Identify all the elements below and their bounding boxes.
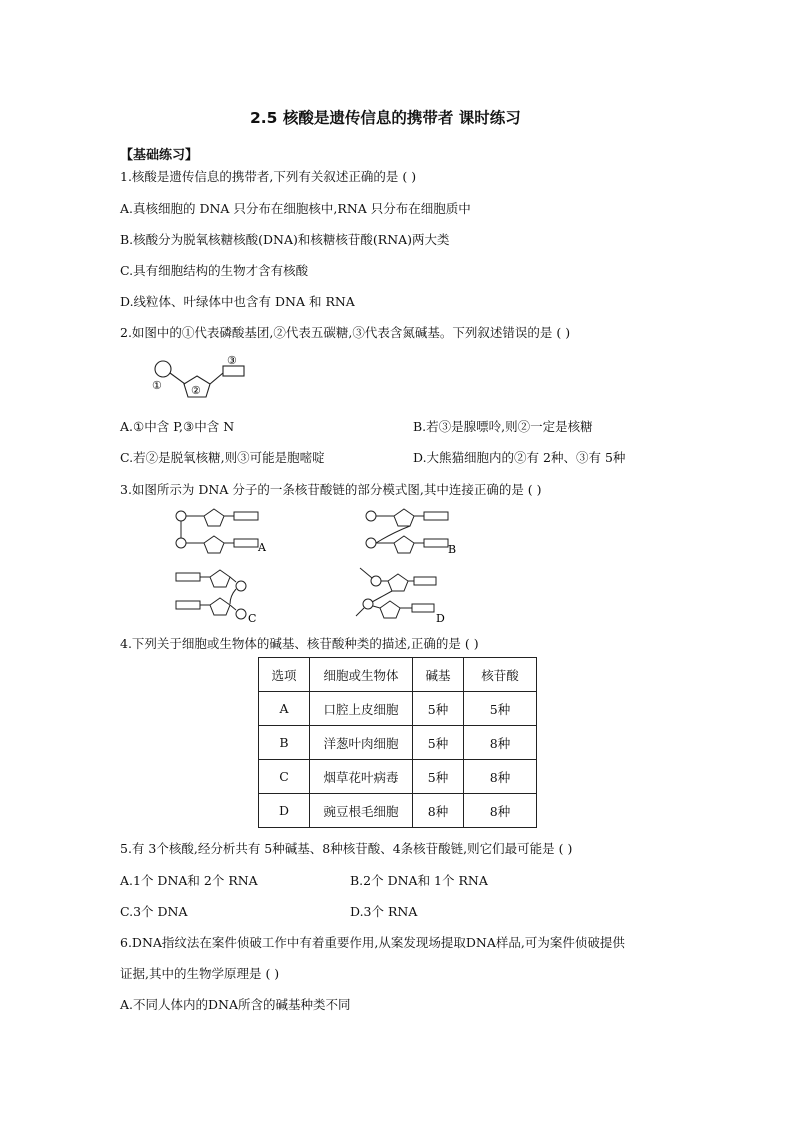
table-cell: 8种: [413, 794, 464, 828]
label-3: ③: [227, 354, 237, 367]
table-cell: 豌豆根毛细胞: [310, 794, 413, 828]
base-rectangle: [223, 366, 244, 376]
q1-stem: 1.核酸是遗传信息的携带者,下列有关叙述正确的是 ( ): [120, 169, 417, 184]
q2-stem: 2.如图中的①代表磷酸基团,②代表五碳糖,③代表含氮碱基。下列叙述错误的是 ( ): [120, 325, 571, 340]
table-header-cell: 细胞或生物体: [310, 658, 413, 692]
table-header-row: [259, 658, 537, 692]
diagram-label-d: D: [436, 612, 445, 625]
chain-diagram-a: [172, 505, 282, 555]
q2-option-a: A.①中含 P,③中含 N: [120, 419, 235, 434]
q6-stem-line1: 6.DNA指纹法在案件侦破工作中有着重要作用,从案发现场提取DNA样品,可为案件侦破提供: [120, 935, 625, 950]
q2-option-c: C.若②是脱氧核糖,则③可能是胞嘧啶: [120, 450, 325, 465]
q6-option-a: A.不同人体内的DNA所含的碱基种类不同: [120, 997, 351, 1012]
q4-table: [258, 657, 537, 828]
table-cell: 8种: [464, 760, 537, 794]
q5-option-c: C.3个 DNA: [120, 904, 188, 919]
q1-option-a: A.真核细胞的 DNA 只分布在细胞核中,RNA 只分布在细胞质中: [120, 201, 471, 216]
table-cell: C: [259, 760, 310, 794]
table-row: [259, 692, 537, 726]
label-2: ②: [191, 384, 201, 397]
q1-option-c: C.具有细胞结构的生物才含有核酸: [120, 263, 309, 278]
q6-stem-line2: 证据,其中的生物学原理是 ( ): [120, 966, 280, 981]
table-cell: 5种: [413, 760, 464, 794]
q5-stem: 5.有 3个核酸,经分析共有 5种碱基、8种核苷酸、4条核苷酸链,则它们最可能是 ( ): [120, 841, 573, 856]
table-row: [259, 794, 537, 828]
q5-option-a: A.1个 DNA和 2个 RNA: [120, 873, 258, 888]
q5-option-d: D.3个 RNA: [350, 904, 418, 919]
table-cell: 5种: [464, 692, 537, 726]
page-title: 2.5 核酸是遗传信息的携带者 课时练习: [250, 109, 521, 127]
q5-option-b: B.2个 DNA和 1个 RNA: [350, 873, 488, 888]
table-cell: 洋葱叶肉细胞: [310, 726, 413, 760]
table-cell: 5种: [413, 726, 464, 760]
diagram-label-a: A: [258, 541, 266, 554]
section-heading: 【基础练习】: [120, 148, 199, 163]
table-cell: 8种: [464, 794, 537, 828]
table-cell: B: [259, 726, 310, 760]
q1-option-d: D.线粒体、叶绿体中也含有 DNA 和 RNA: [120, 294, 355, 309]
q2-option-b: B.若③是腺嘌呤,则②一定是核糖: [413, 419, 593, 434]
table-header-cell: 选项: [259, 658, 310, 692]
table-header-cell: 碱基: [413, 658, 464, 692]
q4-stem: 4.下列关于细胞或生物体的碱基、核苷酸种类的描述,正确的是 ( ): [120, 636, 479, 651]
q3-stem: 3.如图所示为 DNA 分子的一条核苷酸链的部分模式图,其中连接正确的是 ( ): [120, 482, 542, 497]
phosphate-circle: [155, 361, 171, 377]
q2-option-d: D.大熊猫细胞内的②有 2种、③有 5种: [413, 450, 626, 465]
table-cell: 5种: [413, 692, 464, 726]
table-row: [259, 726, 537, 760]
label-1: ①: [152, 379, 162, 392]
table-cell: A: [259, 692, 310, 726]
chain-diagram-d: [352, 564, 462, 624]
table-cell: 口腔上皮细胞: [310, 692, 413, 726]
diagram-label-b: B: [448, 543, 457, 556]
table-row: [259, 760, 537, 794]
nucleotide-diagram: [140, 348, 260, 404]
table-cell: D: [259, 794, 310, 828]
table-cell: 烟草花叶病毒: [310, 760, 413, 794]
chain-diagram-c: [172, 566, 282, 625]
diagram-label-c: C: [248, 612, 257, 625]
table-header-cell: 核苷酸: [464, 658, 537, 692]
chain-diagram-b: [362, 505, 472, 555]
q1-option-b: B.核酸分为脱氧核糖核酸(DNA)和核糖核苷酸(RNA)两大类: [120, 232, 450, 247]
table-cell: 8种: [464, 726, 537, 760]
